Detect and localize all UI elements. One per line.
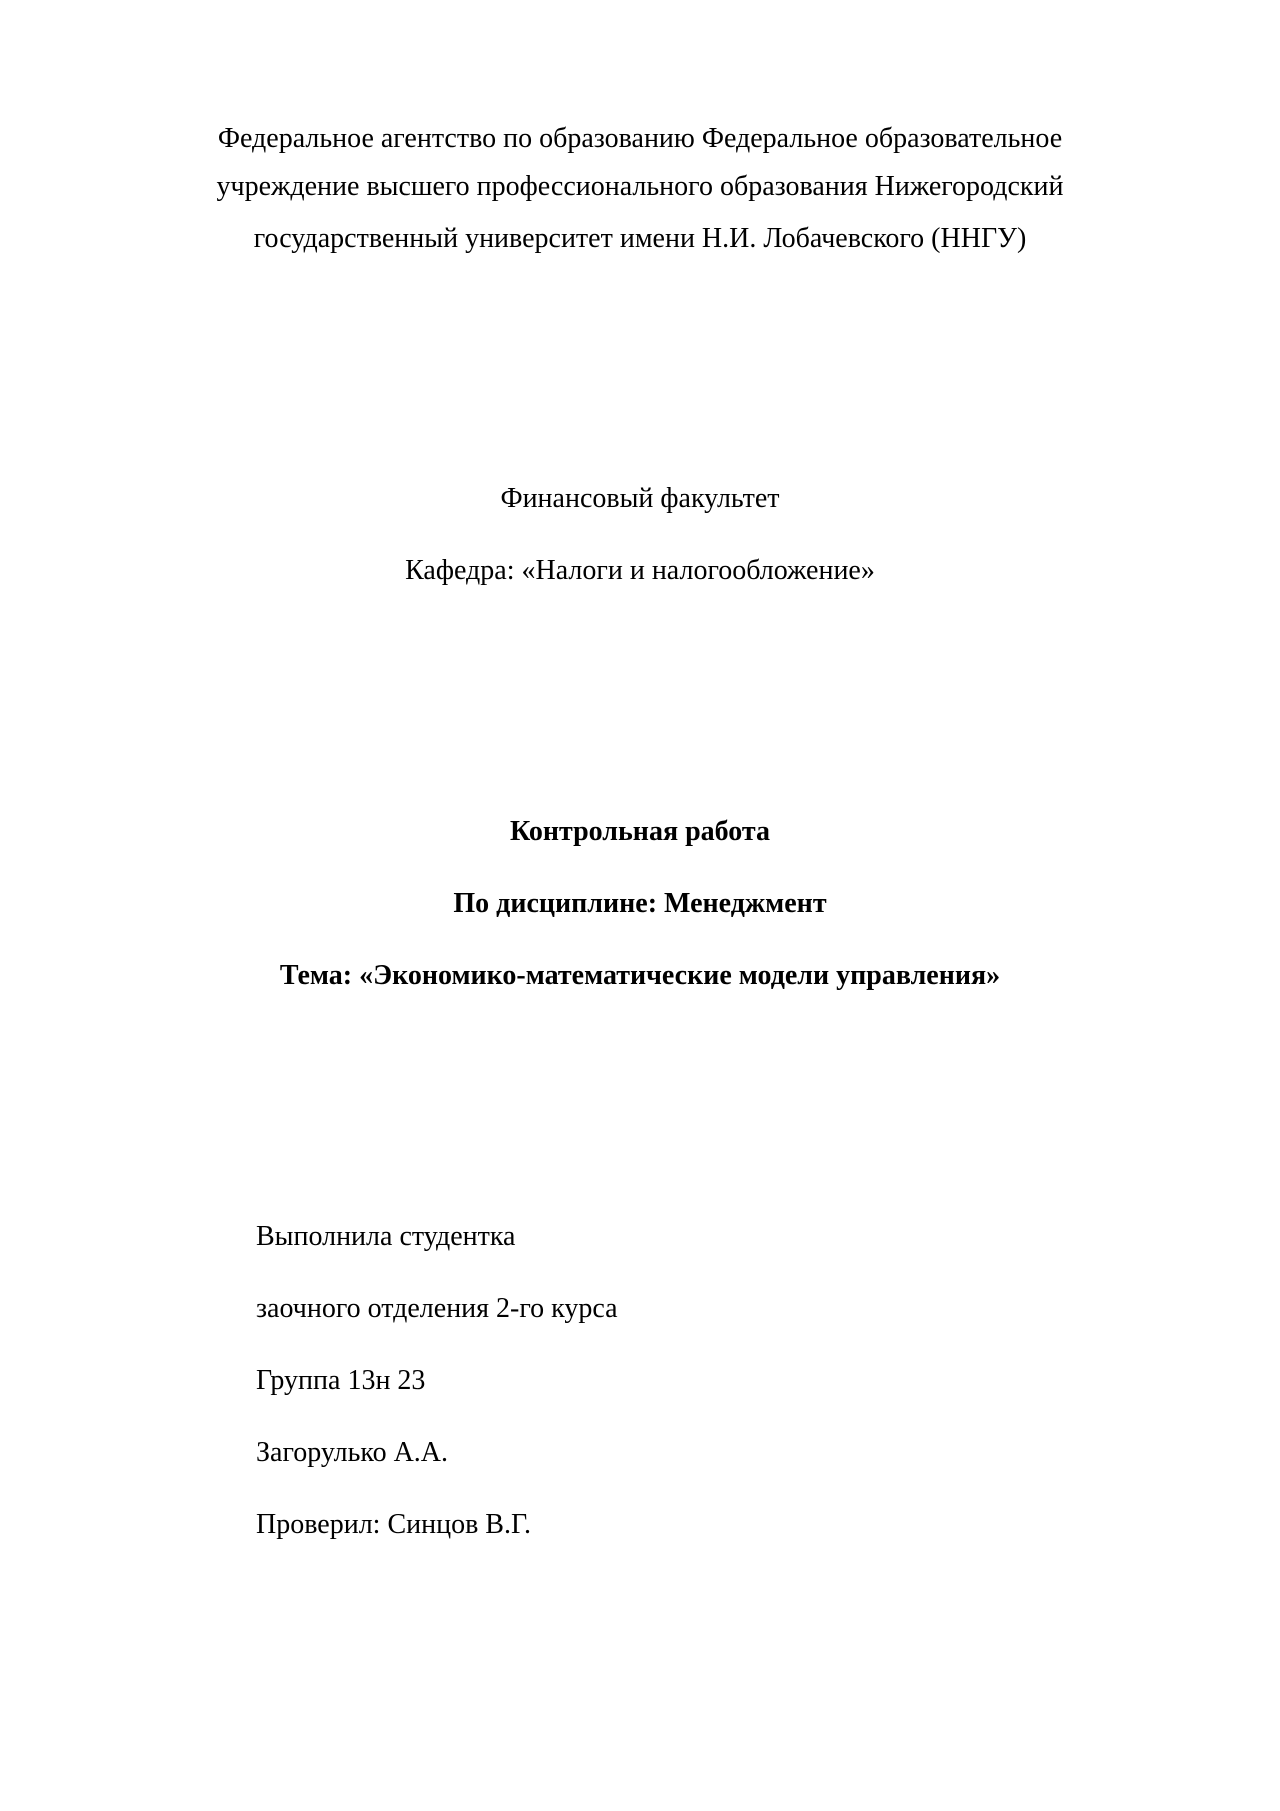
department-name: Кафедра: «Налоги и налогообложение» [405, 555, 875, 586]
author-name: Загорулько А.А. [256, 1437, 449, 1468]
header-line-1: Федеральное агентство по образованию Федеральное образовательное [217, 123, 1063, 154]
header-line-2: учреждение высшего профессионального образования Нижегородский [216, 171, 1064, 202]
topic-title: Тема: «Экономико-математические модели управления» [279, 960, 1001, 991]
header-line-3: государственный университет имени Н.И. Лобачевского (ННГУ) [253, 223, 1027, 254]
author-group: Группа 13н 23 [256, 1365, 426, 1396]
discipline-title: По дисциплине: Менеджмент [453, 888, 827, 919]
faculty-name: Финансовый факультет [500, 483, 780, 514]
author-line-2: заочного отделения 2-го курса [256, 1293, 618, 1324]
checked-by: Проверил: Синцов В.Г. [256, 1509, 531, 1540]
work-type-title: Контрольная работа [509, 816, 771, 847]
author-line-1: Выполнила студентка [256, 1221, 516, 1252]
